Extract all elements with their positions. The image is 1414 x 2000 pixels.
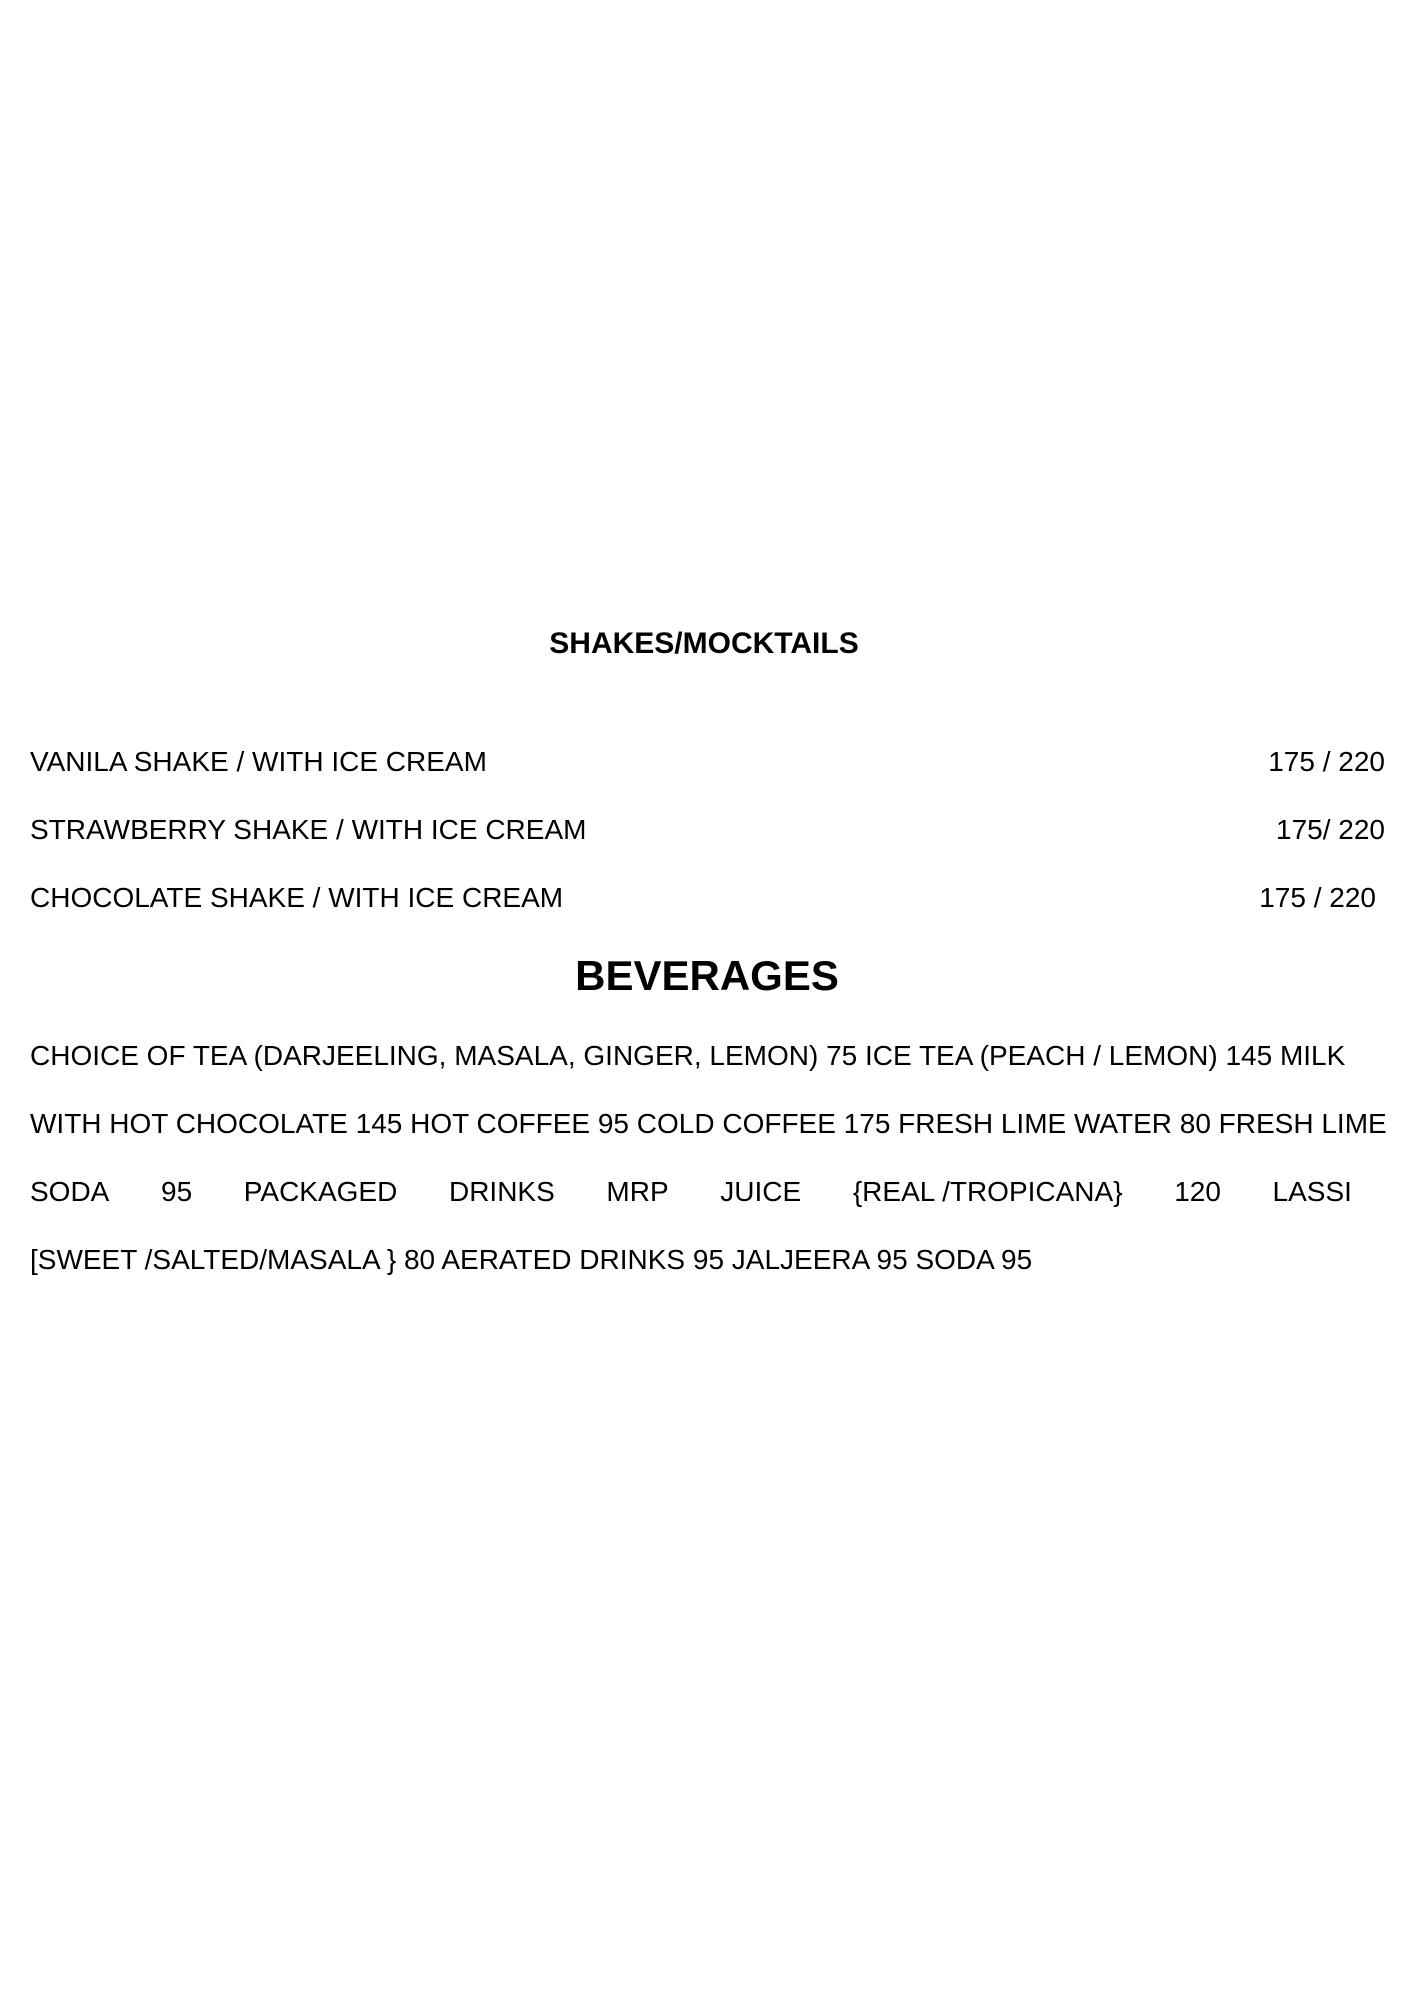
- beverage-word: 95: [161, 1176, 193, 1207]
- menu-item-name: CHOCOLATE SHAKE / WITH ICE CREAM: [30, 882, 564, 913]
- beverages-line-1: CHOICE OF TEA (DARJEELING, MASALA, GINGER, LEMON) 75 ICE TEA (PEACH / LEMON) 145 MILK: [30, 1040, 1346, 1071]
- beverage-word: {REAL /TROPICANA}: [852, 1176, 1123, 1207]
- menu-item-vanila-shake: [30, 742, 1385, 782]
- beverage-word: JUICE: [720, 1176, 802, 1207]
- beverages-heading: BEVERAGES: [575, 952, 839, 999]
- menu-item-strawberry-shake: [30, 810, 1385, 850]
- beverages-line-2: WITH HOT CHOCOLATE 145 HOT COFFEE 95 COLD COFFEE 175 FRESH LIME WATER 80 FRESH LIME: [30, 1108, 1387, 1139]
- beverage-word: DRINKS: [448, 1176, 555, 1207]
- menu-item-name: STRAWBERRY SHAKE / WITH ICE CREAM: [30, 814, 587, 845]
- beverage-word: PACKAGED: [243, 1176, 398, 1207]
- menu-item-chocolate-shake: [30, 878, 1385, 918]
- beverage-word: MRP: [606, 1176, 669, 1207]
- beverage-word: SODA: [30, 1176, 110, 1207]
- menu-item-price: 175 / 220: [1268, 746, 1385, 777]
- beverages-line-4: [SWEET /SALTED/MASALA } 80 AERATED DRINKS 95 JALJEERA 95 SODA 95: [30, 1244, 1033, 1275]
- menu-item-price: 175 / 220: [1259, 882, 1376, 913]
- shakes-mocktails-heading: SHAKES/MOCKTAILS: [549, 627, 859, 660]
- beverage-word: LASSI: [1272, 1176, 1352, 1207]
- menu-item-price: 175/ 220: [1276, 814, 1385, 845]
- beverage-word: 120: [1174, 1176, 1221, 1207]
- beverages-line-3: [30, 1172, 1352, 1212]
- menu-item-name: VANILA SHAKE / WITH ICE CREAM: [30, 746, 487, 777]
